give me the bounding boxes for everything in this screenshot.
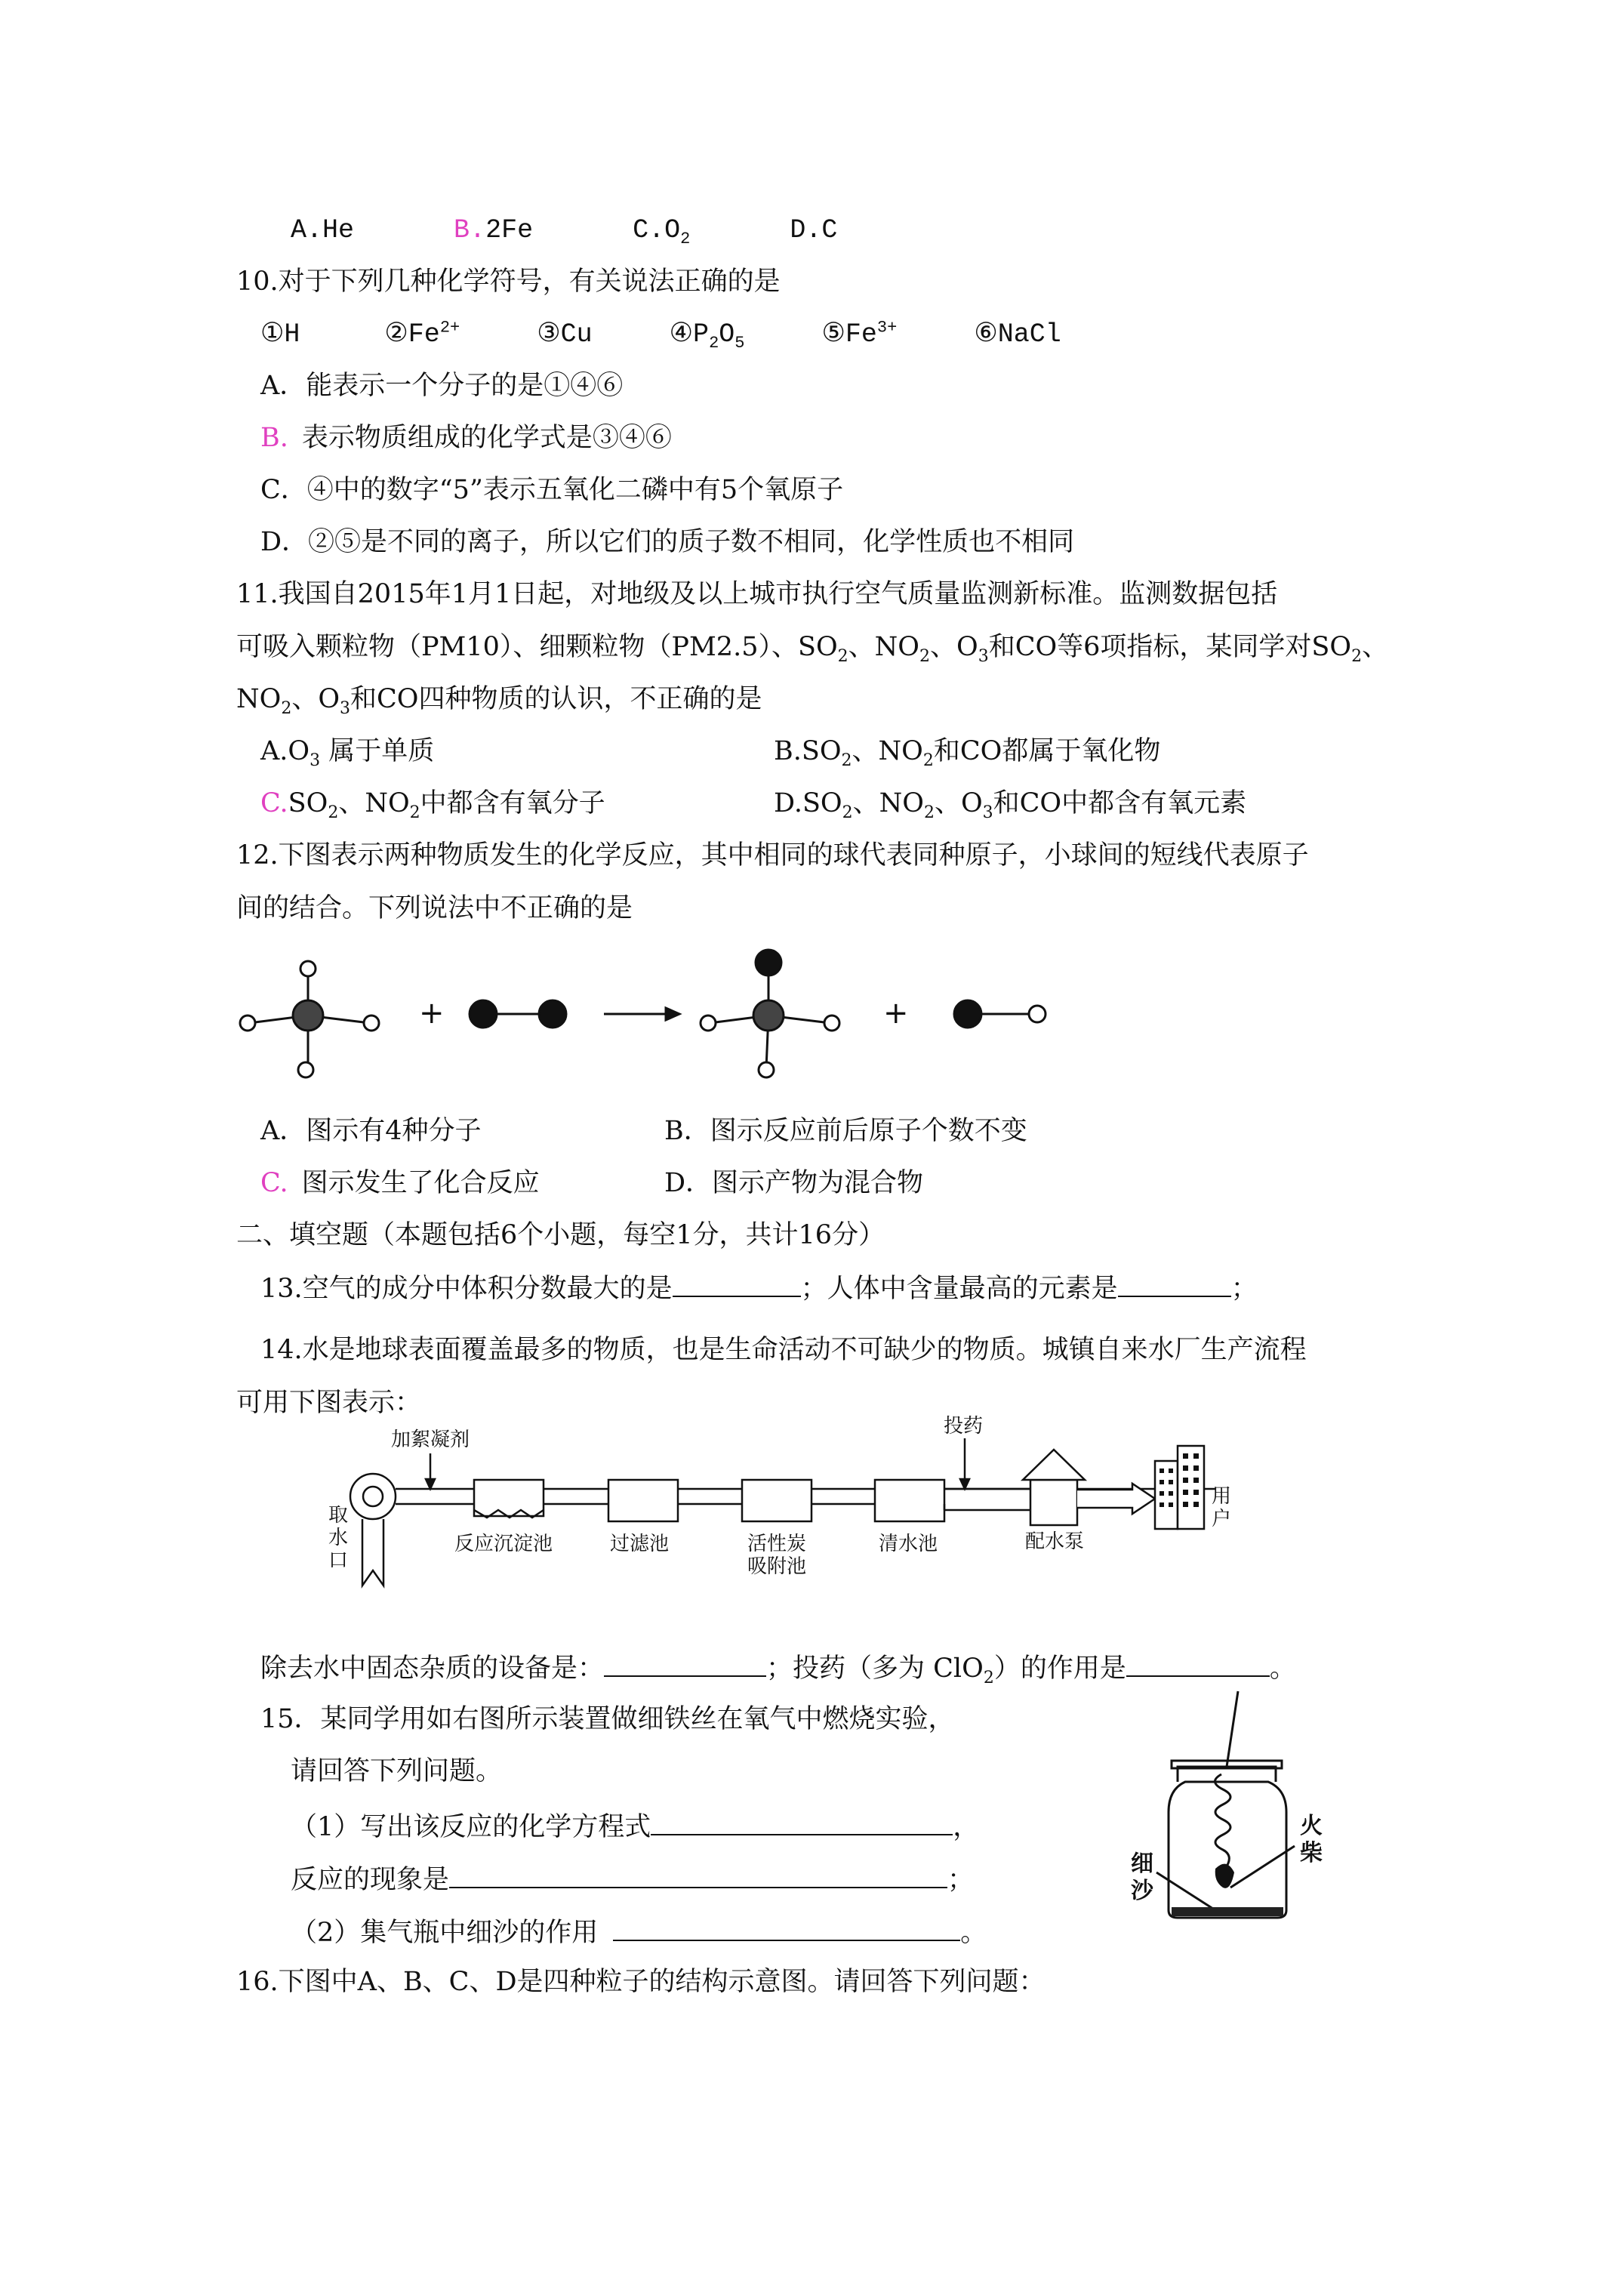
q9-option-c: C.O bbox=[633, 215, 681, 245]
q13-blank-2[interactable] bbox=[1118, 1270, 1231, 1297]
q12-option-a: A．图示有4种分子 bbox=[260, 1116, 482, 1146]
q14-line1: 14.水是地球表面覆盖最多的物质，也是生命活动不可缺少的物质。城镇自来水厂生产流程 bbox=[260, 1335, 1307, 1365]
q9-option-d: D.C bbox=[790, 215, 838, 245]
user-buildings bbox=[1155, 1461, 1178, 1529]
q10-stem: 10.对于下列几种化学符号，有关说法正确的是 bbox=[236, 267, 781, 297]
carbon-tank bbox=[742, 1480, 812, 1521]
q9-option-a: A.He bbox=[291, 215, 355, 245]
q11-option-c: $C.SO_2$、$NO_2$中都含有氧分子 bbox=[260, 788, 605, 822]
reactant-molecule-1 bbox=[240, 961, 379, 1077]
q11-option-b: $B.SO_2$、$NO_2$和CO都属于氧化物 bbox=[774, 736, 1161, 770]
q10-option-b: B. 表示物质组成的化学式是③④⑥ bbox=[260, 423, 672, 453]
q10-option-a: A．能表示一个分子的是①④⑥ bbox=[260, 371, 624, 401]
q11-line2: 可吸入颗粒物（PM10）、细颗粒物（PM2.5）、$SO_2$、$NO_2$、$O_3$和CO等6项指标，某同学对$SO_2$、 bbox=[236, 632, 1389, 666]
q15-line2: 请回答下列问题。 bbox=[291, 1756, 503, 1786]
q12-line2: 间的结合。下列说法中不正确的是 bbox=[236, 893, 633, 923]
plus-sign-1: + bbox=[419, 996, 445, 1031]
label-match-1: 火 bbox=[1300, 1813, 1323, 1839]
q15-blank-equation[interactable] bbox=[651, 1808, 953, 1835]
q15-part1b: 反应的现象是 ； bbox=[291, 1861, 974, 1897]
product-molecule-2 bbox=[954, 1000, 1046, 1028]
fine-sand bbox=[1172, 1907, 1283, 1916]
reactant-molecule-2 bbox=[470, 1000, 566, 1028]
q15-part2: （2）集气瓶中细沙的作用 。 bbox=[291, 1914, 987, 1950]
q10-option-d: D．②⑤是不同的离子，所以它们的质子数不相同，化学性质也不相同 bbox=[260, 527, 1075, 557]
q12-option-b: B．图示反应前后原子个数不变 bbox=[664, 1116, 1027, 1146]
q11-line1: 11.我国自2015年1月1日起，对地级及以上城市执行空气质量监测新标准。监测数据包括 bbox=[236, 579, 1278, 609]
q9-option-b-letter: B. bbox=[454, 215, 486, 245]
label-pump: 配水泵 bbox=[1025, 1530, 1085, 1553]
label-dosing: 投药 bbox=[944, 1415, 984, 1438]
q11-option-a: $A.O_3$ 属于单质 bbox=[260, 736, 435, 770]
label-intake-3: 口 bbox=[328, 1549, 349, 1572]
label-filter-tank: 过滤池 bbox=[610, 1533, 670, 1555]
q10-symbols: ①H $②Fe^{2+}$ ③Cu $④P_2O_5$ $⑤Fe^{3+}$ ⑥NaCl bbox=[260, 318, 1061, 353]
iron-wire-rod bbox=[1227, 1691, 1238, 1767]
q12-line1: 12.下图表示两种物质发生的化学反应，其中相同的球代表同种原子，小球间的短线代表原子 bbox=[236, 840, 1309, 871]
q15-blank-sand[interactable] bbox=[613, 1914, 960, 1941]
iron-combustion-apparatus bbox=[1102, 1684, 1344, 1933]
label-carbon-tank-2: 吸附池 bbox=[747, 1555, 807, 1578]
q11-line3: $NO_2$、$O_3$和CO四种物质的认识，不正确的是 bbox=[236, 684, 762, 718]
reaction-tank bbox=[474, 1480, 544, 1516]
q14-blank-1[interactable] bbox=[604, 1650, 766, 1677]
label-reaction-tank: 反应沉淀池 bbox=[454, 1533, 553, 1555]
reaction-diagram bbox=[226, 948, 1072, 1099]
q12-option-c: C. 图示发生了化合反应 bbox=[260, 1168, 540, 1198]
q15-blank-phenomenon[interactable] bbox=[449, 1861, 947, 1888]
label-carbon-tank-1: 活性炭 bbox=[747, 1533, 807, 1555]
section-heading: 二、填空题（本题包括6个小题，每空1分，共计16分） bbox=[236, 1220, 885, 1250]
reaction-arrow bbox=[604, 1008, 679, 1020]
label-intake-1: 取 bbox=[328, 1504, 349, 1527]
label-sand-2: 沙 bbox=[1131, 1878, 1153, 1904]
iron-coil bbox=[1215, 1774, 1230, 1869]
clear-tank bbox=[875, 1480, 944, 1521]
q16-line1: 16.下图中A、B、C、D是四种粒子的结构示意图。请回答下列问题： bbox=[236, 1967, 1046, 1997]
q9-options: A.He B.2Fe $C.O_2$ D.C bbox=[291, 215, 838, 248]
label-clear-tank: 清水池 bbox=[879, 1533, 938, 1555]
filter-tank bbox=[608, 1480, 678, 1521]
plus-sign-2: + bbox=[883, 996, 909, 1031]
q12-option-d: D．图示产物为混合物 bbox=[664, 1168, 924, 1198]
label-match-2: 柴 bbox=[1300, 1840, 1323, 1866]
q10-option-c: C．④中的数字“5”表示五氧化二磷中有5个氧原子 bbox=[260, 475, 844, 505]
intake-wheel bbox=[350, 1474, 396, 1519]
q15-part1: （1）写出该反应的化学方程式 ， bbox=[291, 1808, 979, 1845]
q13-blank-1[interactable] bbox=[673, 1270, 801, 1297]
q13: 13.空气的成分中体积分数最大的是 ；人体中含量最高的元素是 ； bbox=[260, 1270, 1258, 1306]
label-user-2: 户 bbox=[1212, 1508, 1232, 1530]
sand-pointer bbox=[1156, 1872, 1215, 1910]
q14-answer-line: 除去水中固态杂质的设备是： ；投药（多为 ClO$_2$）的作用是 。 bbox=[260, 1650, 1296, 1686]
label-user-1: 用 bbox=[1212, 1485, 1232, 1508]
q15-line1: 15．某同学用如右图所示装置做细铁丝在氧气中燃烧实验， bbox=[260, 1704, 955, 1734]
q11-option-d: $D.SO_2$、$NO_2$、$O_3$和CO中都含有氧元素 bbox=[774, 788, 1247, 822]
intake-pipe bbox=[362, 1519, 383, 1586]
q14-blank-2[interactable] bbox=[1126, 1650, 1270, 1677]
water-treatment-diagram bbox=[325, 1416, 1276, 1589]
match-pointer bbox=[1230, 1846, 1295, 1888]
match-flame bbox=[1215, 1864, 1234, 1888]
pump-house bbox=[1030, 1480, 1077, 1525]
q14-line2: 可用下图表示： bbox=[236, 1388, 422, 1418]
product-molecule-1 bbox=[701, 950, 839, 1077]
label-intake-2: 水 bbox=[328, 1527, 349, 1549]
q9-option-b: 2Fe bbox=[485, 215, 534, 245]
label-sand-1: 细 bbox=[1131, 1851, 1153, 1877]
label-add-coagulant: 加絮凝剂 bbox=[391, 1428, 470, 1451]
